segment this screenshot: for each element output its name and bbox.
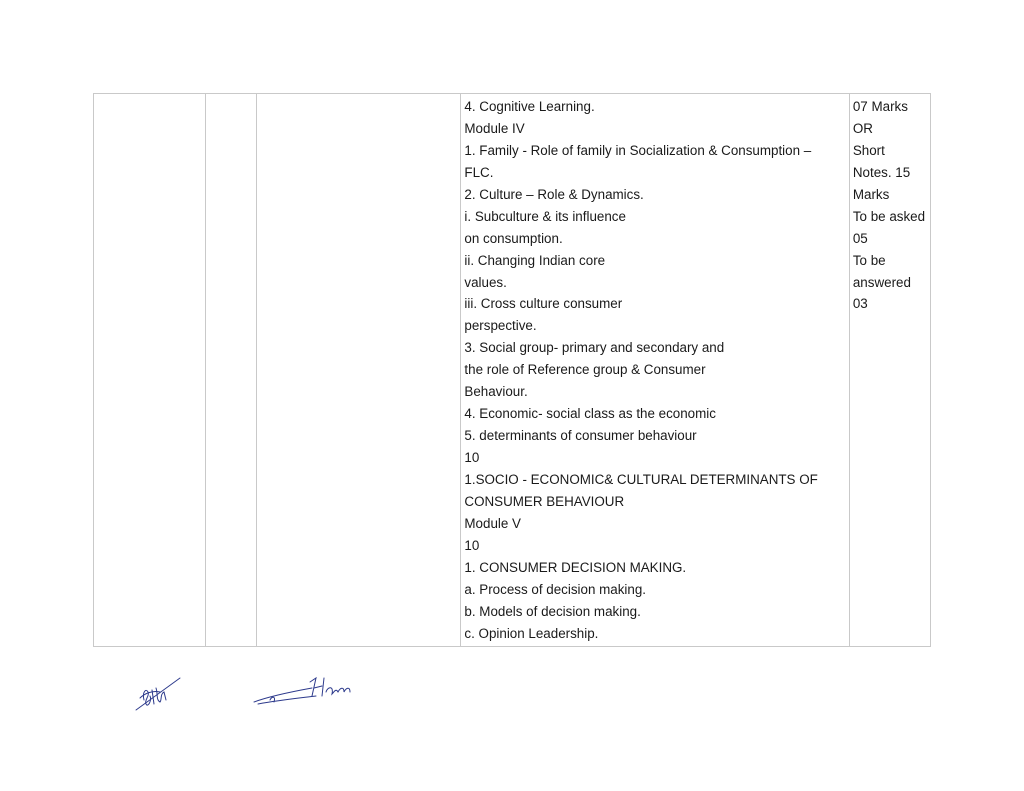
content-line: 10 [464,537,480,553]
content-lines [461,94,848,644]
marks-line: Short [852,142,885,158]
marks-line: 07 Marks [852,99,908,114]
empty-cell-2 [206,94,257,647]
content-line: perspective. [464,318,537,334]
content-line: the role of Reference group & Consumer [464,362,706,378]
content-line: 2. Culture – Role & Dynamics. [464,186,644,202]
marks-line: Marks [852,186,890,202]
marks-line: To be asked [852,208,926,224]
content-line: CONSUMER BEHAVIOUR [464,493,625,509]
signature-2 [250,674,360,708]
content-line: on consumption. [464,230,563,246]
marks-line: 03 [852,296,868,312]
marks-line: 05 [852,230,868,246]
content-line: 3. Social group- primary and secondary and [464,340,725,356]
marks-line: OR [852,120,873,136]
marks-lines [850,94,930,315]
content-line: c. Opinion Leadership. [464,625,599,641]
table-row [94,94,931,647]
content-line: a. Process of decision making. [464,581,647,597]
signatures [0,660,1024,730]
content-line: 10 [464,450,480,465]
content-line: ii. Changing Indian core [464,252,606,268]
syllabus-table [93,93,931,647]
empty-cell-3 [257,94,461,647]
content-line: values. [464,274,507,290]
marks-line: answered [852,274,911,290]
content-line: 5. determinants of consumer behaviour [464,428,697,444]
content-line: iii. Cross culture consumer [464,296,623,312]
content-line: i. Subculture & its influence [464,208,626,224]
content-line: Module V [464,515,521,531]
marks-line: To be [852,252,886,268]
marks-cell [849,94,930,647]
content-line: 1.SOCIO - ECONOMIC& CULTURAL DETERMINANTS OF [464,471,818,487]
signature-1 [130,670,190,718]
content-line: 4. Economic- social class as the economic [464,406,716,422]
content-cell [461,94,849,647]
content-line: 1. Family - Role of family in Socialization & Consumption – [464,142,812,158]
content-line: Behaviour. [464,384,528,400]
marks-line: Notes. 15 [852,164,911,180]
content-line: FLC. [464,164,494,180]
content-line: b. Models of decision making. [464,603,641,619]
empty-cell-1 [94,94,206,647]
content-line: 4. Cognitive Learning. [464,99,595,114]
content-line: Module IV [464,120,525,136]
content-line: 1. CONSUMER DECISION MAKING. [464,559,687,575]
